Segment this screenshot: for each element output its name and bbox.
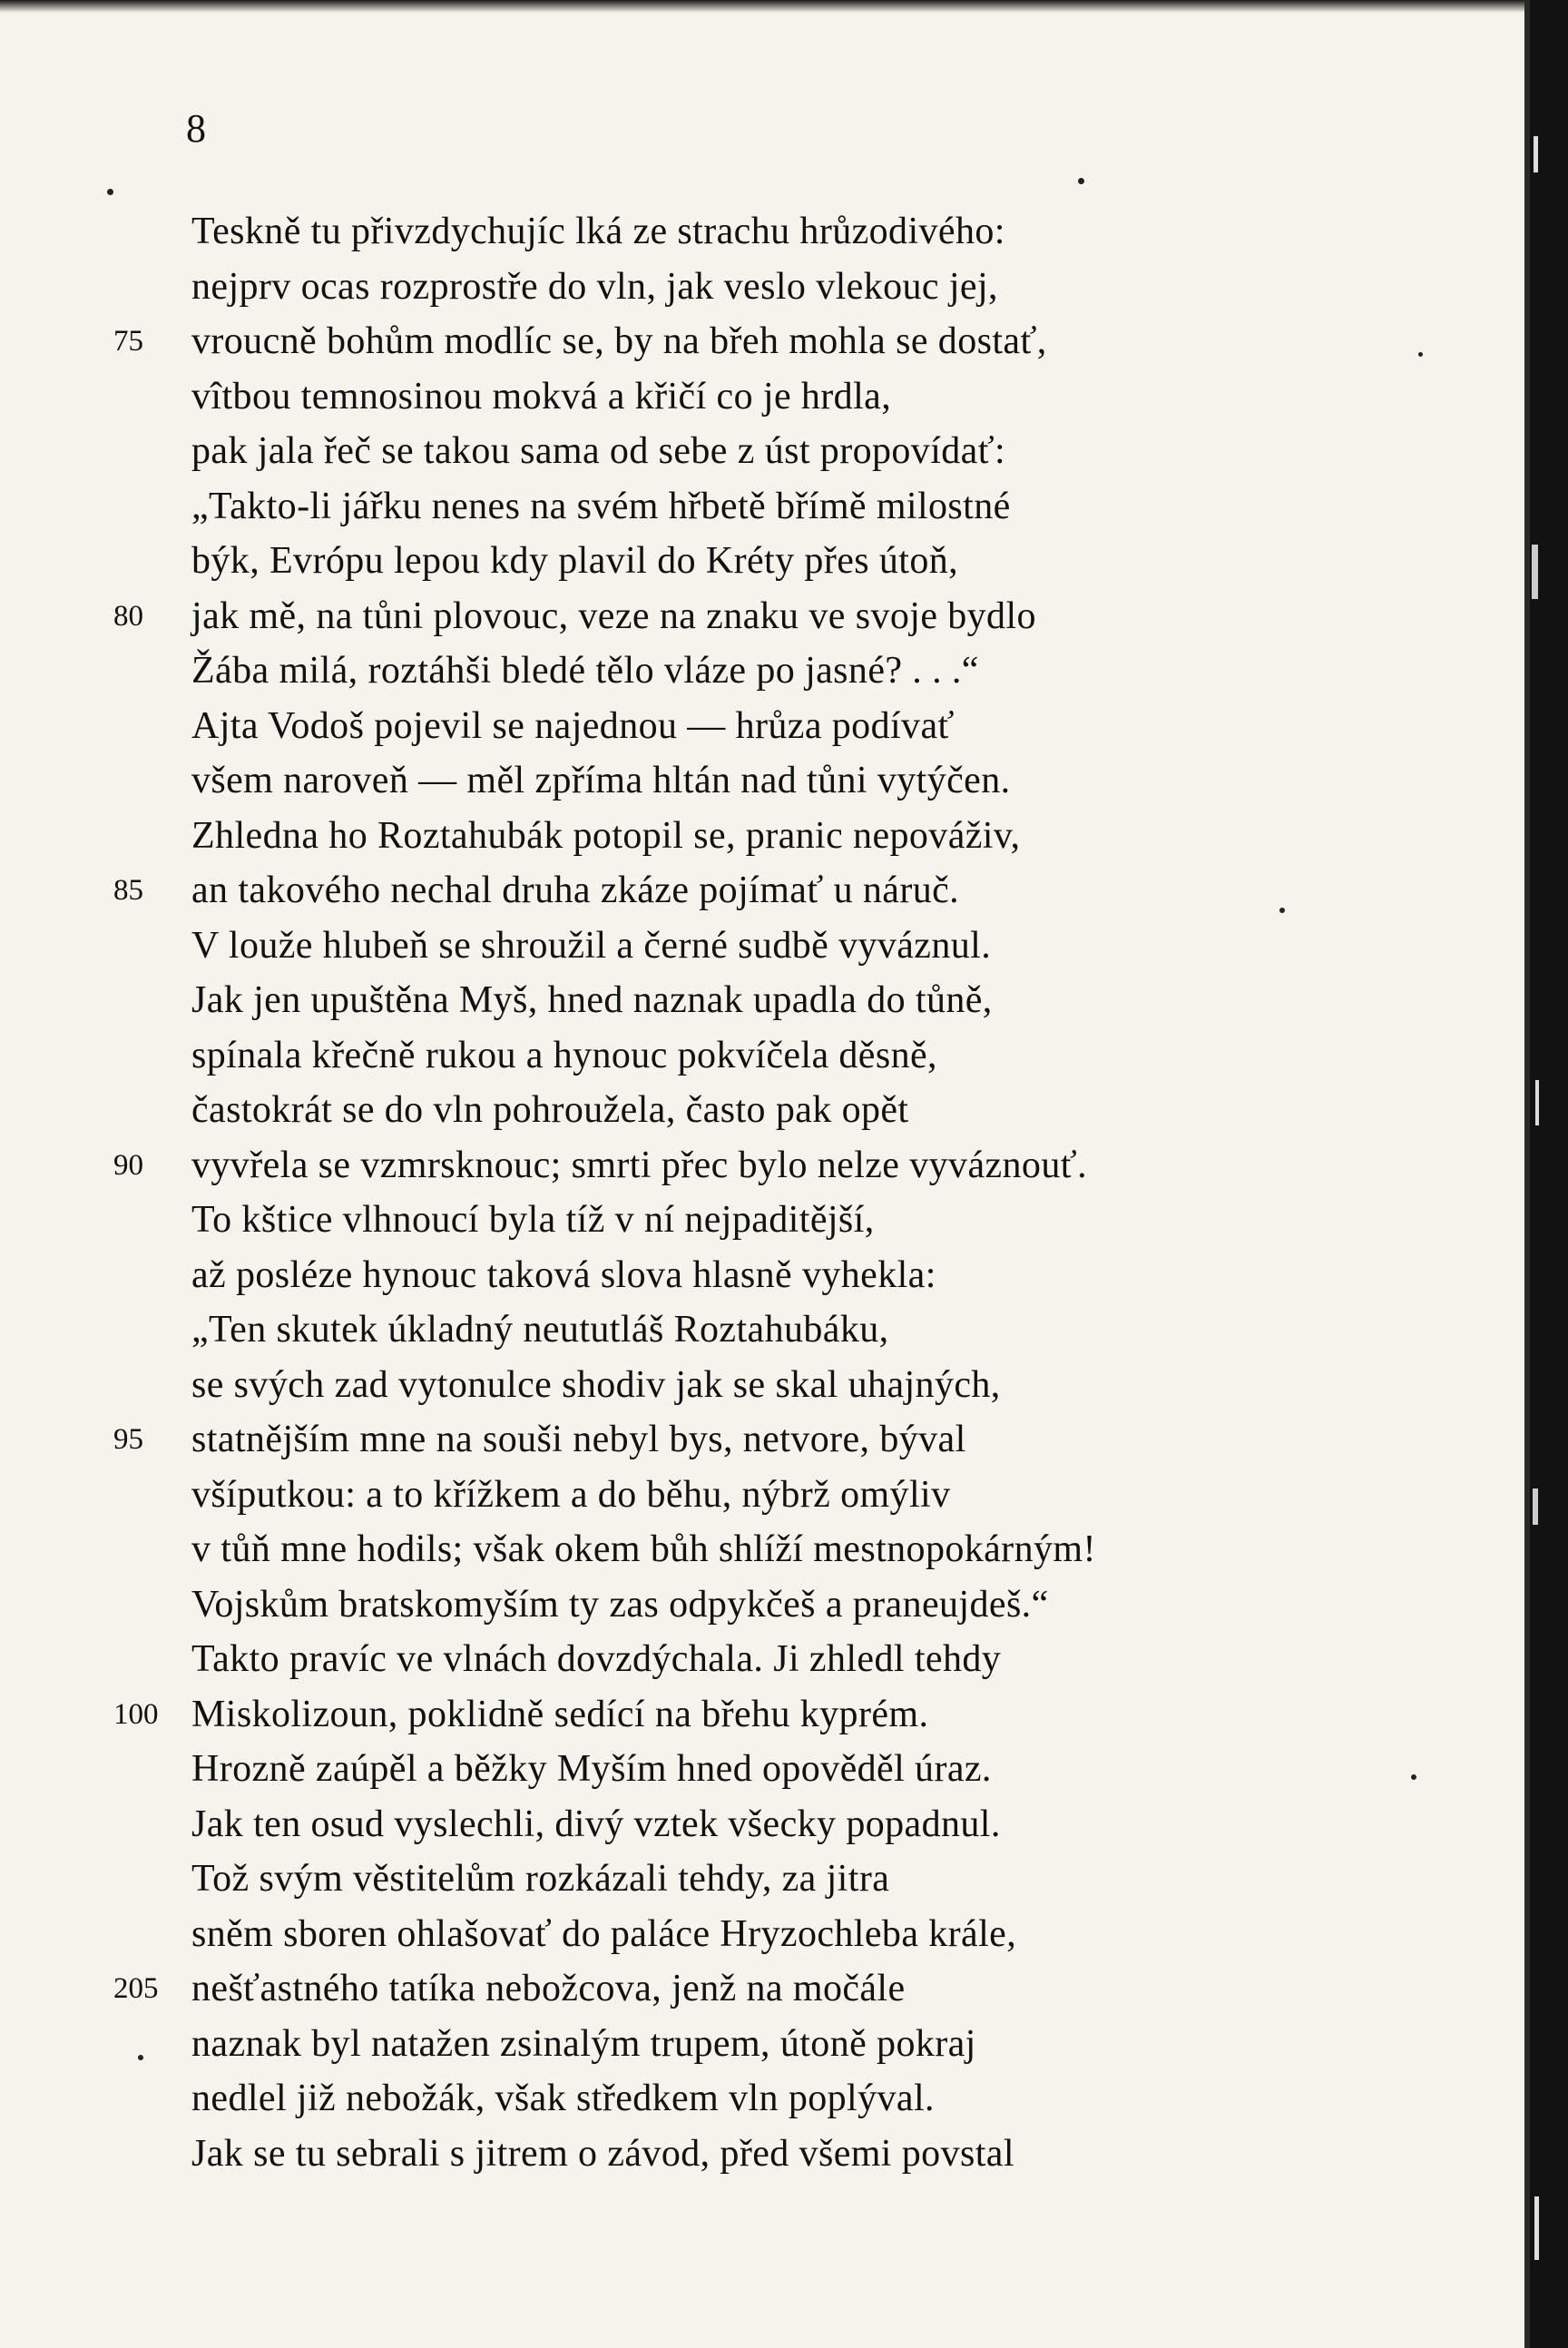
scan-speck (1411, 1774, 1416, 1780)
text-line (0, 2127, 1529, 2182)
text-line (0, 260, 1529, 315)
line-text: nejprv ocas rozprostře do vln, jak veslo vlekouc jej, (191, 265, 998, 308)
line-number: 85 (113, 874, 143, 907)
line-text: častokrát se do vln pohroužela, často pak opět (191, 1089, 909, 1131)
line-text: vyvřela se vzmrsknouc; smrti přec bylo nelze vyváznouť. (191, 1144, 1087, 1186)
line-text: jak mě, na tůni plovouc, veze na znaku ve svoje bydlo (191, 594, 1036, 637)
text-line (0, 753, 1529, 809)
line-text: sněm sboren ohlašovať do paláce Hryzochleba krále, (191, 1912, 1017, 1955)
text-line (0, 1028, 1529, 1084)
scan-speck (138, 2055, 143, 2060)
text-line (0, 369, 1529, 425)
text-line (0, 424, 1529, 479)
scan-speck (1279, 908, 1285, 913)
text-line (0, 1138, 1529, 1194)
line-text: Takto pravíc ve vlnách dovzdýchala. Ji zhledl tehdy (191, 1638, 1002, 1680)
line-number: 90 (113, 1148, 143, 1182)
line-text: Miskolizoun, poklidně sedící na břehu kyprém. (191, 1693, 929, 1735)
text-line (0, 589, 1529, 644)
text-line (0, 863, 1529, 919)
line-number: 80 (113, 599, 143, 633)
text-line (0, 1852, 1529, 1907)
line-text: v tůň mne hodils; však okem bůh shlíží mestnopokárným! (191, 1528, 1096, 1570)
line-text: „Ten skutek úkladný neututláš Roztahubáku, (191, 1309, 889, 1351)
scan-speck (1418, 352, 1423, 357)
poem-text (0, 204, 1529, 2181)
text-line (0, 2071, 1529, 2127)
edge-marks (1524, 0, 1568, 2348)
line-text: Hrozně zaúpěl a běžky Myším hned opověděl úraz. (191, 1748, 992, 1790)
scan-speck (107, 189, 113, 195)
scan-speck (1078, 178, 1084, 184)
line-number: 205 (113, 1972, 159, 2005)
text-line (0, 1797, 1529, 1852)
line-text: Jak se tu sebrali s jitrem o závod, před všemi povstal (191, 2132, 1014, 2175)
scan-top-shadow (0, 0, 1529, 13)
line-text: pak jala řeč se takou sama od sebe z úst propovídať: (191, 430, 1006, 472)
scan-edge (1524, 0, 1568, 2348)
text-line (0, 1083, 1529, 1138)
line-text: Teskně tu přivzdychujíc lká ze strachu hrůzodivého: (191, 211, 1005, 252)
text-line (0, 1193, 1529, 1248)
line-text: naznak byl natažen zsinalým trupem, útoně pokraj (191, 2022, 976, 2065)
text-line (0, 1358, 1529, 1413)
line-text: an takového nechal druha zkáze pojímať u náruč. (191, 869, 960, 911)
text-line (0, 1687, 1529, 1743)
line-text: všem naroveň — měl zpříma hltán nad tůni vytýčen. (191, 760, 1011, 801)
line-text: statnějším mne na souši nebyl bys, netvore, býval (191, 1419, 966, 1460)
line-text: nešťastného tatíka nebožcova, jenž na močále (191, 1968, 906, 2009)
line-text: „Takto-li jářku nenes na svém hřbetě břímě milostné (191, 485, 1011, 527)
text-line (0, 479, 1529, 535)
text-line (0, 1577, 1529, 1633)
text-line (0, 919, 1529, 974)
text-line (0, 1632, 1529, 1687)
text-line (0, 314, 1529, 369)
text-line (0, 699, 1529, 754)
text-line (0, 1248, 1529, 1303)
text-line (0, 204, 1529, 260)
text-line (0, 1961, 1529, 2017)
line-text: býk, Evrópu lepou kdy plavil do Kréty přes útoň, (191, 540, 959, 582)
line-text: Tož svým věstitelům rozkázali tehdy, za jitra (191, 1858, 890, 1900)
text-line (0, 643, 1529, 699)
line-number: 100 (113, 1697, 159, 1731)
line-text: až posléze hynouc taková slova hlasně vyhekla: (191, 1253, 936, 1296)
line-text: Ajta Vodoš pojevil se najednou — hrůza podívať (191, 704, 955, 747)
line-number: 95 (113, 1423, 143, 1456)
line-text: se svých zad vytonulce shodiv jak se skal uhajných, (191, 1363, 1001, 1406)
line-text: vroucně bohům modlíc se, by na břeh mohla se dostať, (191, 320, 1047, 362)
text-line (0, 1412, 1529, 1468)
text-line (0, 1907, 1529, 1962)
text-line (0, 1468, 1529, 1523)
line-text: Jak ten osud vyslechli, divý vztek všecky popadnul. (191, 1803, 1001, 1845)
page-number: 8 (186, 106, 206, 151)
line-text: nedlel již nebožák, však středkem vln poplýval. (191, 2078, 935, 2119)
line-number: 75 (113, 325, 143, 358)
text-line (0, 1742, 1529, 1797)
text-line (0, 1302, 1529, 1358)
text-line (0, 973, 1529, 1028)
line-text: V louže hlubeň se shroužil a černé sudbě vyváznul. (191, 924, 992, 967)
line-text: spínala křečně rukou a hynouc pokvíčela děsně, (191, 1034, 937, 1076)
line-text: Jak jen upuštěna Myš, hned naznak upadla do tůně, (191, 979, 993, 1021)
text-line (0, 1522, 1529, 1577)
text-line (0, 2017, 1529, 2072)
text-line (0, 534, 1529, 589)
line-text: Zhledna ho Roztahubák potopil se, pranic nepováživ, (191, 814, 1021, 857)
line-text: To kštice vlhnoucí byla tíž v ní nejpaditější, (191, 1199, 875, 1241)
text-line (0, 809, 1529, 864)
line-text: všíputkou: a to křížkem a do běhu, nýbrž omýliv (191, 1473, 951, 1516)
line-text: Žába milá, roztáhši bledé tělo vláze po jasné? . . .“ (191, 650, 979, 692)
line-text: vîtbou temnosinou mokvá a křičí co je hrdla, (191, 375, 892, 418)
line-text: Vojskům bratskomyším ty zas odpykčeš a praneujdeš.“ (191, 1583, 1049, 1626)
